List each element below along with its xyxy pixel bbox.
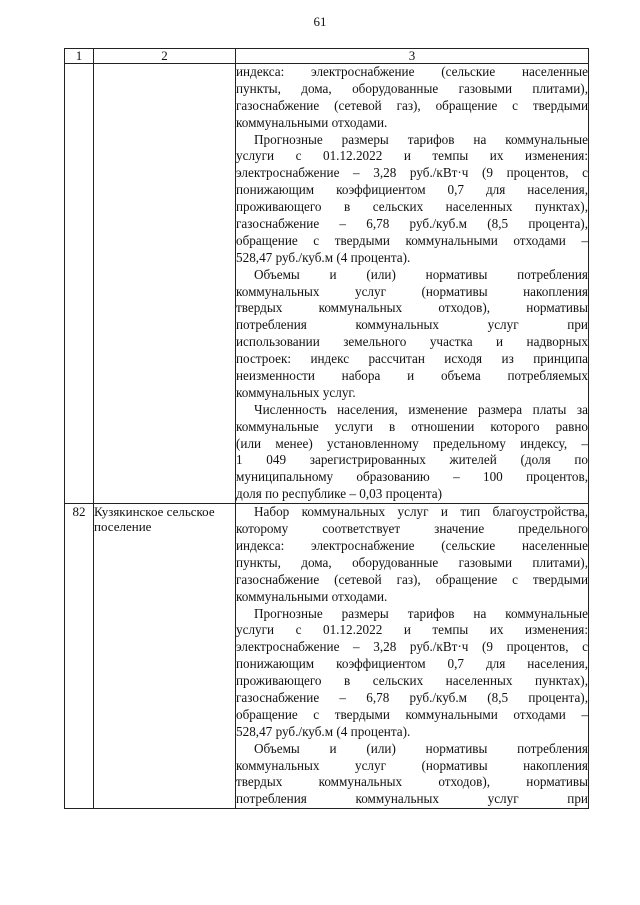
text-line: газоснабжение – 6,78 руб./куб.м (8,5 процента), — [236, 216, 588, 232]
text-line: коммунальных услуг. — [236, 384, 356, 400]
text-line: обращение с твердыми коммунальными отходами – — [236, 706, 588, 722]
text-line: доля по республике – 0,03 процента) — [236, 486, 443, 502]
table-row — [65, 504, 589, 809]
tariff-table — [64, 48, 589, 809]
text-line: использовании земельного участка и надворных — [236, 334, 588, 350]
text-line: (или менее) установленному предельному индексу, – — [236, 435, 588, 451]
text-line: Объемы и (или) нормативы потребления — [254, 266, 588, 282]
table-row — [65, 64, 589, 504]
text-line: газоснабжение (сетевой газ), обращение с твердыми — [236, 97, 588, 113]
text-line: обращение с твердыми коммунальными отходами – — [236, 232, 588, 248]
column-header: 1 — [65, 49, 94, 64]
text-line: твердых коммунальных отходов), нормативы — [236, 300, 588, 316]
text-line: коммунальными отходами. — [236, 114, 388, 130]
settlement-name: Кузякинское сельское поселение — [94, 504, 236, 809]
settlement-name — [94, 64, 236, 504]
text-line: коммунальных услуг (нормативы накопления — [236, 283, 588, 299]
text-line: газоснабжение (сетевой газ), обращение с твердыми — [236, 571, 588, 587]
text-line: Набор коммунальных услуг и тип благоустройства, — [254, 504, 588, 520]
text-line: электроснабжение – 3,28 руб./кВт·ч (9 процентов, с — [236, 165, 588, 181]
text-line: понижающим коэффициентом 0,7 для населения, — [236, 656, 588, 672]
text-line: индекса: электроснабжение (сельские населенные — [236, 537, 588, 553]
text-line: Прогнозные размеры тарифов на коммунальные — [254, 131, 588, 147]
text-line: коммунальными отходами. — [236, 588, 388, 604]
text-line: потребления коммунальных услуг при — [236, 791, 588, 807]
text-line: газоснабжение – 6,78 руб./куб.м (8,5 процента), — [236, 689, 588, 705]
text-line: 1 049 зарегистрированных жителей (доля по — [236, 452, 588, 468]
text-line: электроснабжение – 3,28 руб./кВт·ч (9 процентов, с — [236, 639, 588, 655]
text-line: построек: индекс рассчитан исходя из принципа — [236, 351, 588, 367]
row-number: 82 — [65, 504, 94, 809]
text-line: муниципальному образованию – 100 процентов, — [236, 469, 588, 485]
row-number — [65, 64, 94, 504]
text-line: услуги с 01.12.2022 и темпы их изменения: — [236, 622, 588, 638]
text-line: потребления коммунальных услуг при — [236, 317, 588, 333]
text-line: неизменности набора и объема потребляемых — [236, 368, 588, 384]
column-header: 2 — [94, 49, 236, 64]
text-line: пункты, дома, оборудованные газовыми плитами), — [236, 80, 588, 96]
column-header: 3 — [236, 49, 589, 64]
text-line: пункты, дома, оборудованные газовыми плитами), — [236, 554, 588, 570]
text-line: индекса: электроснабжение (сельские населенные — [236, 64, 588, 79]
table-header-row — [65, 49, 589, 64]
text-line: услуги с 01.12.2022 и темпы их изменения: — [236, 148, 588, 164]
text-line: проживающего в сельских населенных пунктах), — [236, 673, 588, 689]
text-line: коммунальных услуг (нормативы накопления — [236, 757, 588, 773]
text-line: Численность населения, изменение размера платы за — [254, 401, 588, 417]
text-line: 528,47 руб./куб.м (4 процента). — [236, 723, 411, 739]
description-cell — [236, 504, 589, 809]
text-line: Объемы и (или) нормативы потребления — [254, 740, 588, 756]
text-line: твердых коммунальных отходов), нормативы — [236, 774, 588, 790]
text-line: коммунальные услуги в отношении которого равно — [236, 418, 588, 434]
text-line: понижающим коэффициентом 0,7 для населения, — [236, 182, 588, 198]
text-line: Прогнозные размеры тарифов на коммунальные — [254, 605, 588, 621]
page-number: 61 — [313, 14, 327, 29]
text-line: проживающего в сельских населенных пунктах), — [236, 199, 588, 215]
text-line: 528,47 руб./куб.м (4 процента). — [236, 249, 411, 265]
description-cell — [236, 64, 589, 504]
text-line: которому соответствует значение предельного — [236, 521, 588, 537]
